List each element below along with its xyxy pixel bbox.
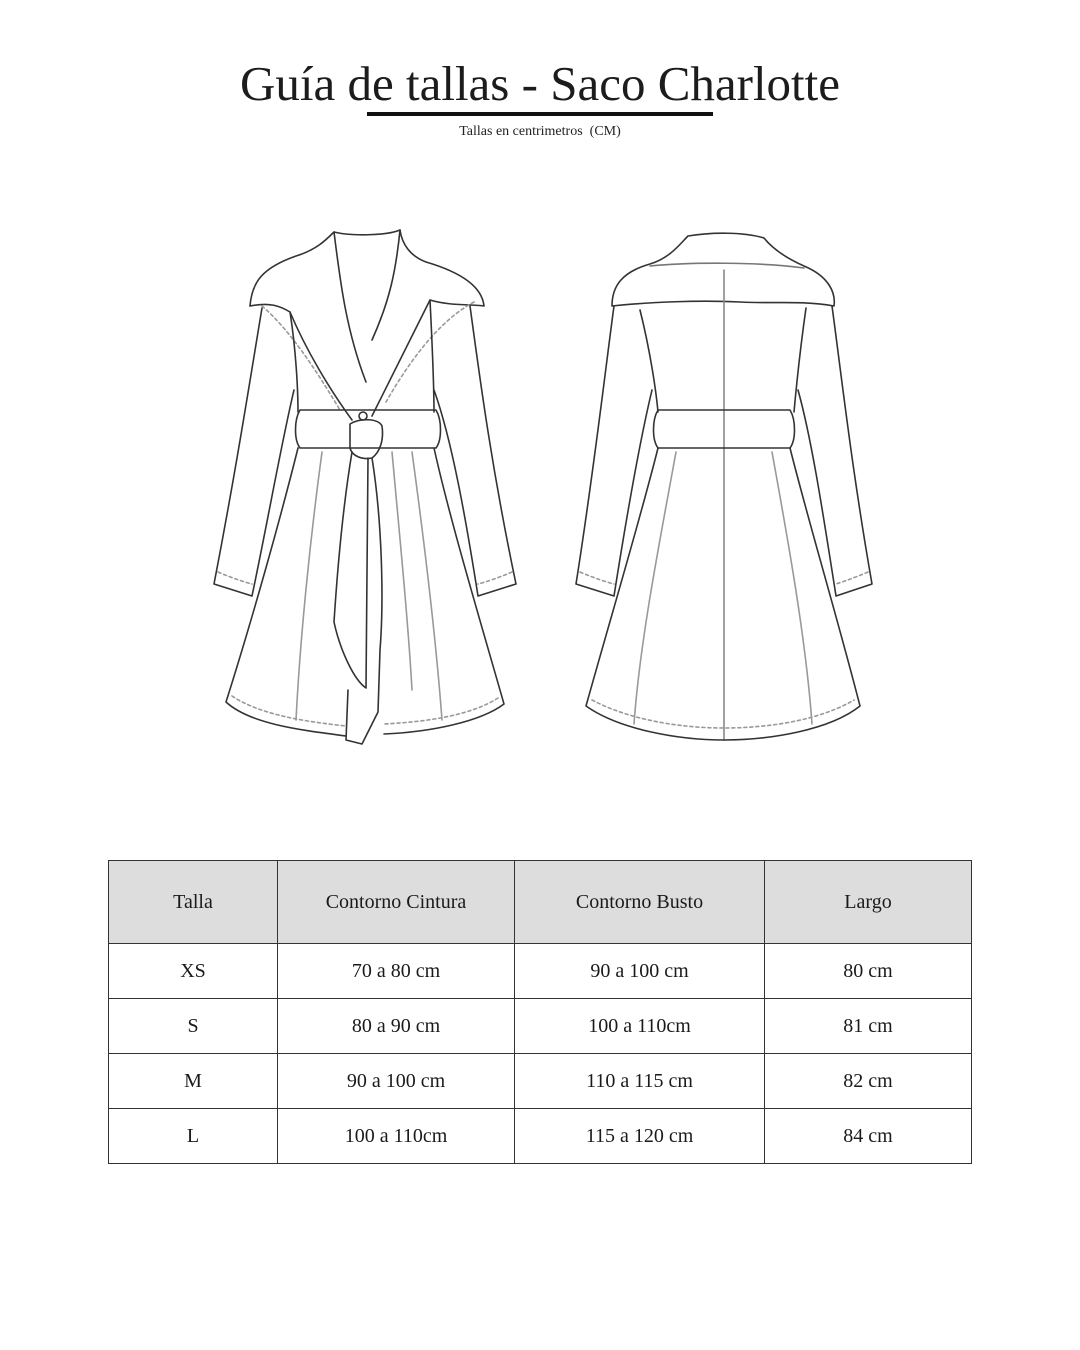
bust-cell: 110 a 115 cm (515, 1054, 765, 1109)
page-subtitle: Tallas en centrimetros (CM) (459, 124, 621, 139)
bust-cell: 90 a 100 cm (515, 944, 765, 999)
length-cell: 80 cm (765, 944, 972, 999)
column-header-contorno-busto: Contorno Busto (515, 861, 765, 944)
coat-front-view (214, 230, 516, 744)
waist-cell: 70 a 80 cm (278, 944, 515, 999)
bust-cell: 100 a 110cm (515, 999, 765, 1054)
column-header-contorno-cintura: Contorno Cintura (278, 861, 515, 944)
size-cell: XS (109, 944, 278, 999)
size-table-header (109, 861, 972, 944)
bust-cell: 115 a 120 cm (515, 1109, 765, 1164)
waist-cell: 100 a 110cm (278, 1109, 515, 1164)
length-cell: 81 cm (765, 999, 972, 1054)
table-row (109, 1054, 972, 1109)
size-table (108, 860, 972, 1164)
waist-cell: 80 a 90 cm (278, 999, 515, 1054)
length-cell: 82 cm (765, 1054, 972, 1109)
size-cell: M (109, 1054, 278, 1109)
table-row (109, 1109, 972, 1164)
column-header-talla: Talla (109, 861, 278, 944)
title-underline (367, 112, 713, 116)
size-cell: L (109, 1109, 278, 1164)
column-header-largo: Largo (765, 861, 972, 944)
coat-back-view (576, 233, 872, 740)
page-title: Guía de tallas - Saco Charlotte (239, 56, 841, 111)
length-cell: 84 cm (765, 1109, 972, 1164)
size-cell: S (109, 999, 278, 1054)
waist-cell: 90 a 100 cm (278, 1054, 515, 1109)
coat-illustration (160, 208, 920, 768)
table-row (109, 944, 972, 999)
table-row (109, 999, 972, 1054)
